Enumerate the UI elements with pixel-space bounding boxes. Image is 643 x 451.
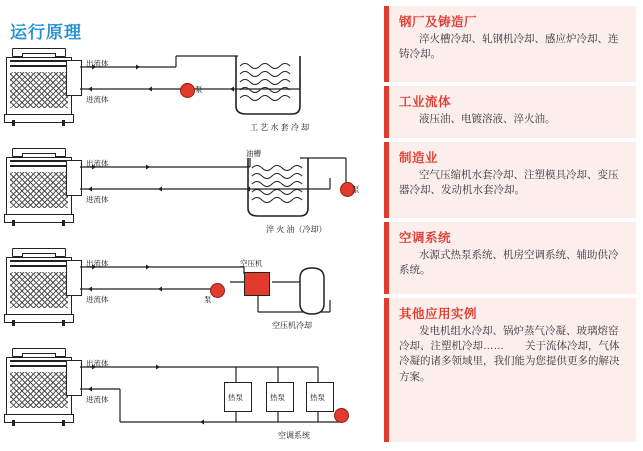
application-panels [384,6,640,446]
air-compressor-label: 空压机 [240,259,263,268]
pump-icon-4 [334,408,349,423]
panel-body: 液压油、电镀溶液、淬火油。 [419,113,556,125]
panel-body: 水源式热泵系统、机房空调系统、辅助供冷系统。 [399,249,619,277]
panel-body: 空气压缩机水套冷却、注塑模具冷却、变压器冷却、发动机水套冷却。 [399,169,619,197]
diagram-air-conditioning-system [0,340,380,440]
pump-label-1: 泵 [195,85,203,94]
diagram-caption-2: 淬 火 油（冷却） [266,225,327,234]
diagram-process-water-jacket-cooling [0,40,380,140]
outflow-label-3: 出流体 [86,259,109,268]
diagram-caption-4: 空调系统 [278,431,310,440]
panel-manufacturing [384,142,636,218]
pump-icon-3 [210,283,225,298]
panel-other-applications [384,298,636,442]
panel-body: 淬火槽冷却、轧钢机冷却、感应炉冷却、连铸冷却。 [399,33,619,61]
pump-label-2: 泵 [352,185,360,194]
diagram-quenching-oil-cooling [0,140,380,240]
panel-heading: 其他应用实例 [399,307,478,321]
panel-heading: 钢厂及铸造厂 [399,15,478,29]
air-compressor-unit [244,272,270,296]
panel-air-conditioning [384,222,636,294]
panel-heading: 制造业 [399,151,439,165]
diagram-air-compressor-cooling [0,240,380,340]
pump-label-3: 泵 [204,295,212,304]
pump-icon-1 [180,83,195,98]
page-title: 运行原理 [10,23,82,42]
heat-pump-label-2: 热泵 [270,393,285,402]
heat-pump-label-1: 热泵 [228,393,243,402]
inflow-label-1: 进流体 [86,95,109,104]
diagram-area [0,40,380,450]
panel-industrial-fluids [384,86,636,138]
heat-pump-label-3: 热泵 [310,393,325,402]
oil-tank-label: 油槽 [246,149,261,158]
piping-lines-3 [0,240,380,340]
panel-heading: 空调系统 [399,231,452,245]
outflow-label-1: 出流体 [86,59,109,68]
outflow-label-4: 出流体 [86,359,109,368]
panel-heading: 工业流体 [399,95,452,109]
diagram-caption-3: 空压机冷却 [272,321,312,330]
inflow-label-2: 进流体 [86,195,109,204]
outflow-label-2: 出流体 [86,159,109,168]
inflow-label-4: 进流体 [86,395,109,404]
inflow-label-3: 进流体 [86,295,109,304]
panel-steel-foundry [384,6,636,82]
panel-body: 发电机组水冷却、锅炉蒸气冷凝、玻璃熔窑冷却、注塑机冷却…… 关于流体冷却，气体冷凝的诸多领域里，我们能为您提供更多的解决方案。 [399,325,620,383]
diagram-caption-1: 工 艺 水 套 冷 却 [250,123,310,132]
